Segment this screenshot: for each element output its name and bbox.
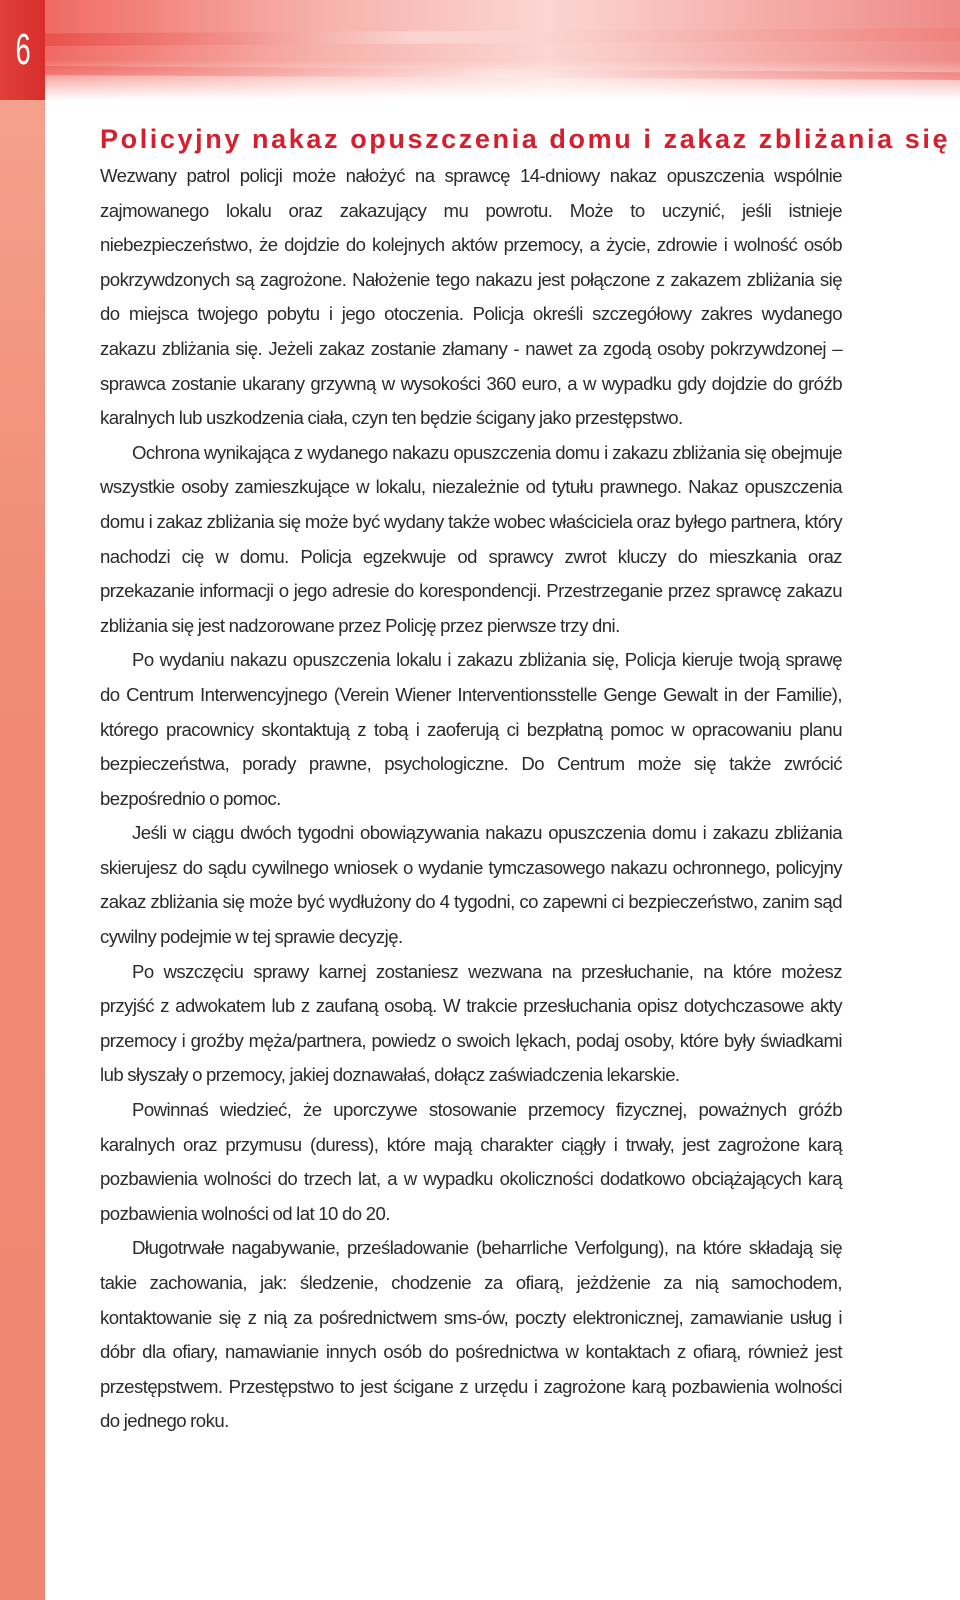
article-body	[100, 124, 951, 1439]
paragraph: Po wydaniu nakazu opuszczenia lokalu i zakazu zbliżania się, Policja kieruje twoją sprawę do Centrum Interwencyjnego (Verein Wiener Interventionsstelle Genge Gewalt in der Familie), którego pracownicy skontaktują z tobą i zaoferują ci bezpłatną pomoc w opracowaniu planu bezpieczeństwa, porady prawne, psychologiczne. Do Centrum może się także zwrócić bezpośrednio o pomoc.	[100, 649, 842, 809]
paragraph: Powinnaś wiedzieć, że uporczywe stosowanie przemocy fizycznej, poważnych gróźb karalnych oraz przymusu (duress), które mają charakter ciągły i trwały, jest zagrożone karą pozbawienia wolności do trzech lat, a w wypadku okoliczności dodatkowo obciążających karą pozbawienia wolności od lat 10 do 20.	[100, 1099, 842, 1224]
top-decorative-band	[45, 0, 960, 100]
paragraph: Długotrwałe nagabywanie, prześladowanie (beharrliche Verfolgung), na które składają się takie zachowania, jak: śledzenie, chodzenie za ofiarą, jeżdżenie za nią samochodem, kontaktowanie się z nią za pośrednictwem sms-ów, poczty elektronicznej, zamawianie usług i dóbr dla ofiary, namawianie innych osób do pośrednictwa w kontaktach z ofiarą, również jest przestępstwem. Przestępstwo to jest ścigane z urzędu i zagrożone karą pozbawienia wolności do jednego roku.	[100, 1237, 842, 1432]
left-decorative-band	[0, 0, 45, 1600]
section-title: Policyjny nakaz opuszczenia domu i zakaz zbliżania się	[100, 124, 951, 154]
paragraph: Ochrona wynikająca z wydanego nakazu opuszczenia domu i zakazu zbliżania się obejmuje wszystkie osoby zamieszkujące w lokalu, niezależnie od tytułu prawnego. Nakaz opuszczenia domu i zakaz zbliżania się może być wydany także wobec właściciela oraz byłego partnera, który nachodzi cię w domu. Policja egzekwuje od sprawcy zwrot kluczy do mieszkania oraz przekazanie informacji o jego adresie do korespondencji. Przestrzeganie przez sprawcę zakazu zbliżania się jest nadzorowane przez Policję przez pierwsze trzy dni.	[100, 441, 842, 636]
paragraph: Wezwany patrol policji może nałożyć na sprawcę 14-dniowy nakaz opuszczenia wspólnie zajmowanego lokalu oraz zakazujący mu powrotu. Może to uczynić, jeśli istnieje niebezpieczeństwo, że dojdzie do kolejnych aktów przemocy, a życie, zdrowie i wolność osób pokrzywdzonych są zagrożone. Nałożenie tego nakazu jest połączone z zakazem zbliżania się do miejsca twojego pobytu i jego otoczenia. Policja określi szczegółowy zakres wydanego zakazu zbliżania się. Jeżeli zakaz zostanie złamany - nawet za zgodą osoby pokrzywdzonej – sprawca zostanie ukarany grzywną w wysokości 360 euro, a w wypadku gdy dojdzie do gróźb karalnych lub uszkodzenia ciała, czyn ten będzie ścigany jako przestępstwo.	[100, 165, 842, 429]
paragraph: Po wszczęciu sprawy karnej zostaniesz wezwana na przesłuchanie, na które możesz przyjść z adwokatem lub z zaufaną osobą. W trakcie przesłuchania opisz dotychczasowe akty przemocy i groźby męża/partnera, powiedz o swoich lękach, podaj osoby, które były świadkami lub słyszały o przemocy, jakiej doznawałaś, dołącz zaświadczenia lekarskie.	[100, 960, 842, 1086]
paragraph: Jeśli w ciągu dwóch tygodni obowiązywania nakazu opuszczenia domu i zakazu zbliżania skierujesz do sądu cywilnego wniosek o wydanie tymczasowego nakazu ochronnego, policyjny zakaz zbliżania się może być wydłużony do 4 tygodni, co zapewni ci bezpieczeństwo, zanim sąd cywilny podejmie w tej sprawie decyzję.	[100, 822, 842, 948]
page-number-tab	[0, 0, 45, 100]
page-number: 6	[15, 25, 30, 74]
